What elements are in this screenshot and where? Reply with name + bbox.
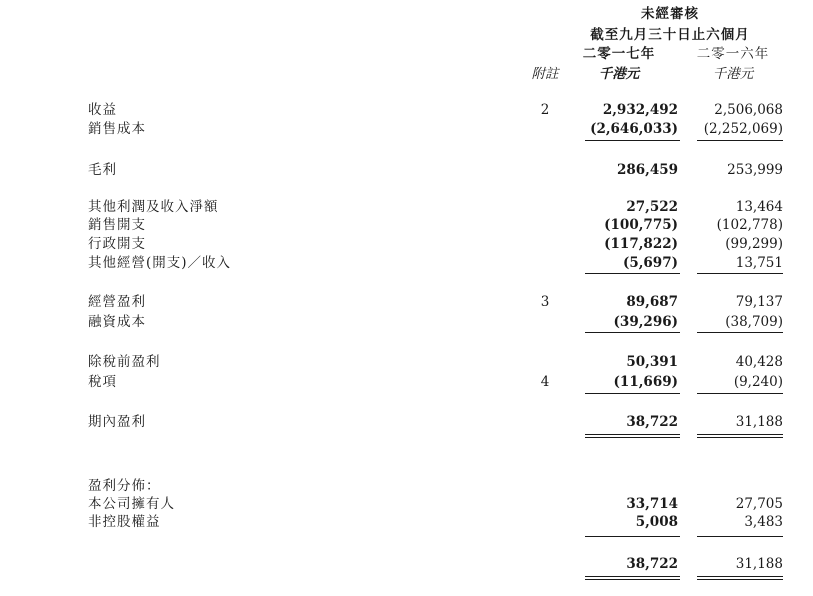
row-current-profit-for-period: 38,722 [626, 414, 678, 430]
row-current-gross-profit: 286,459 [616, 162, 678, 178]
row-prior-finance-costs: (38,709) [725, 314, 783, 330]
row-current-finance-costs: (39,296) [613, 314, 678, 330]
row-prior-operating-profit: 79,137 [735, 294, 783, 310]
total-double-rule-current [585, 576, 680, 580]
row-label-profit-before-tax: 除稅前盈利 [88, 354, 161, 370]
subtotal-rule-prior [697, 140, 783, 141]
year-prior-heading: 二零一六年 [696, 46, 770, 62]
row-current-total: 38,722 [626, 556, 678, 572]
row-prior-taxation: (9,240) [733, 374, 783, 390]
subtotal-rule-current [585, 273, 680, 274]
row-current-owners: 33,714 [626, 496, 678, 512]
row-label-taxation: 稅項 [88, 374, 117, 390]
row-label-finance-costs: 融資成本 [88, 314, 146, 330]
row-label-owners: 本公司擁有人 [88, 496, 175, 512]
year-current-heading: 二零一七年 [582, 46, 656, 62]
row-prior-admin-expenses: (99,299) [725, 236, 783, 252]
row-label-other-operating: 其他經營(開支)／收入 [88, 255, 232, 271]
subtotal-rule-current [585, 536, 680, 537]
subtotal-rule-current [585, 332, 680, 333]
subtotal-rule-prior [697, 536, 783, 537]
subtotal-rule-current [585, 393, 680, 394]
row-current-admin-expenses: (117,822) [604, 236, 678, 252]
row-current-selling-expenses: (100,775) [604, 217, 678, 233]
unit-current-heading: 千港元 [598, 66, 640, 82]
row-current-cost-of-sales: (2,646,033) [590, 121, 678, 137]
row-note-operating-profit: 3 [540, 294, 550, 310]
row-label-cost-of-sales: 銷售成本 [88, 121, 146, 137]
total-double-rule-current [585, 434, 680, 438]
subtotal-rule-current [585, 140, 680, 141]
row-current-revenue: 2,932,492 [602, 102, 678, 118]
row-current-other-gains: 27,522 [626, 199, 678, 215]
row-label-non-controlling: 非控股權益 [88, 514, 161, 530]
row-label-attributable-to: 盈利分佈： [88, 478, 161, 494]
row-prior-non-controlling: 3,483 [744, 514, 783, 530]
row-prior-gross-profit: 253,999 [727, 162, 783, 178]
row-current-taxation: (11,669) [613, 374, 678, 390]
total-double-rule-prior [697, 434, 783, 438]
row-note-taxation: 4 [540, 374, 550, 390]
row-current-non-controlling: 5,008 [635, 514, 678, 530]
row-prior-total: 31,188 [735, 556, 783, 572]
row-current-operating-profit: 89,687 [626, 294, 678, 310]
subtotal-rule-prior [697, 393, 783, 394]
row-label-revenue: 收益 [88, 102, 117, 118]
subtotal-rule-prior [697, 273, 783, 274]
row-prior-selling-expenses: (102,778) [716, 217, 783, 233]
row-prior-profit-before-tax: 40,428 [735, 354, 783, 370]
unit-prior-heading: 千港元 [712, 66, 754, 82]
row-prior-other-gains: 13,464 [735, 199, 783, 215]
note-column-heading: 附註 [531, 66, 559, 82]
total-double-rule-prior [697, 576, 783, 580]
row-prior-owners: 27,705 [735, 496, 783, 512]
unaudited-heading: 未經審核 [641, 6, 699, 22]
row-current-profit-before-tax: 50,391 [626, 354, 678, 370]
subtotal-rule-prior [697, 332, 783, 333]
period-heading: 截至九月三十日止六個月 [590, 27, 750, 43]
row-label-other-gains: 其他利潤及收入淨額 [88, 199, 219, 215]
row-prior-profit-for-period: 31,188 [735, 414, 783, 430]
row-label-gross-profit: 毛利 [88, 162, 117, 178]
row-current-other-operating: (5,697) [622, 255, 678, 271]
row-label-selling-expenses: 銷售開支 [88, 217, 146, 233]
row-note-revenue: 2 [540, 102, 550, 118]
row-prior-cost-of-sales: (2,252,069) [703, 121, 783, 137]
row-prior-revenue: 2,506,068 [714, 102, 783, 118]
row-label-admin-expenses: 行政開支 [88, 236, 146, 252]
row-label-profit-for-period: 期內盈利 [88, 414, 146, 430]
row-prior-other-operating: 13,751 [735, 255, 783, 271]
row-label-operating-profit: 經營盈利 [88, 294, 146, 310]
